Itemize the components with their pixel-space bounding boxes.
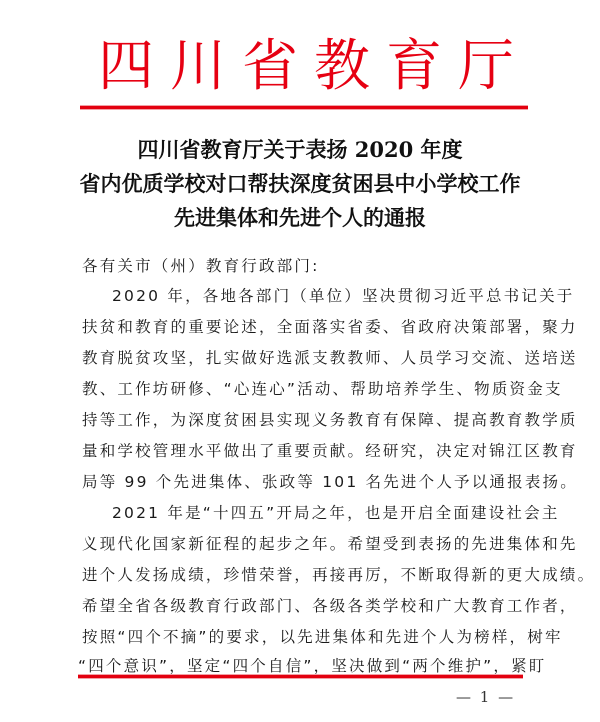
body-line: 2020 年，各地各部门（单位）坚决贯彻习近平总书记关于 — [112, 287, 575, 305]
masthead-char: 教 — [314, 34, 370, 99]
body-line: 量和学校管理水平做出了重要贡献。经研究，决定对锦江区教育 — [82, 442, 578, 460]
masthead-char: 省 — [242, 34, 298, 99]
masthead-char: 育 — [386, 34, 442, 99]
document-title-line-3: 先进集体和先进个人的通报 — [174, 205, 426, 230]
body-line: 持等工作，为深度贫困县实现义务教育有保障、提高教育教学质 — [82, 411, 578, 429]
body-line: 希望全省各级教育行政部门、各级各类学校和广大教育工作者， — [82, 597, 578, 615]
body-line: 2021 年是“十四五”开局之年，也是开启全面建设社会主 — [112, 504, 560, 522]
red-divider-top — [80, 106, 528, 109]
body-line: 教、工作坊研修、“心连心”活动、帮助培养学生、物质资金支 — [82, 380, 563, 398]
masthead-char: 厅 — [458, 34, 514, 99]
salutation: 各有关市（州）教育行政部门: — [82, 257, 320, 275]
masthead-char: 四 — [98, 34, 154, 99]
body-line: 义现代化国家新征程的起步之年。希望受到表扬的先进集体和先 — [82, 535, 578, 553]
body-line: “四个意识”，坚定“四个自信”，坚决做到“两个维护”，紧盯 — [78, 657, 547, 675]
red-divider-bottom — [78, 675, 523, 678]
body-line: 局等 99 个先进集体、张政等 101 名先进个人予以通报表扬。 — [82, 473, 578, 491]
body-line: 按照“四个不摘”的要求，以先进集体和先进个人为榜样，树牢 — [82, 628, 563, 646]
page-number: — 1 — — [456, 688, 516, 706]
document-title-line-2: 省内优质学校对口帮扶深度贫困县中小学校工作 — [79, 171, 521, 196]
body-line: 进个人发扬成绩，珍惜荣誉，再接再厉，不断取得新的更大成绩。 — [82, 566, 596, 584]
masthead-issuer — [96, 36, 516, 98]
masthead-char: 川 — [170, 34, 226, 99]
body-line: 教育脱贫攻坚，扎实做好选派支教教师、人员学习交流、送培送 — [82, 349, 578, 367]
body-line: 扶贫和教育的重要论述，全面落实省委、省政府决策部署，聚力 — [82, 318, 578, 336]
document-title-line-1: 四川省教育厅关于表扬 2020 年度 — [137, 137, 463, 162]
